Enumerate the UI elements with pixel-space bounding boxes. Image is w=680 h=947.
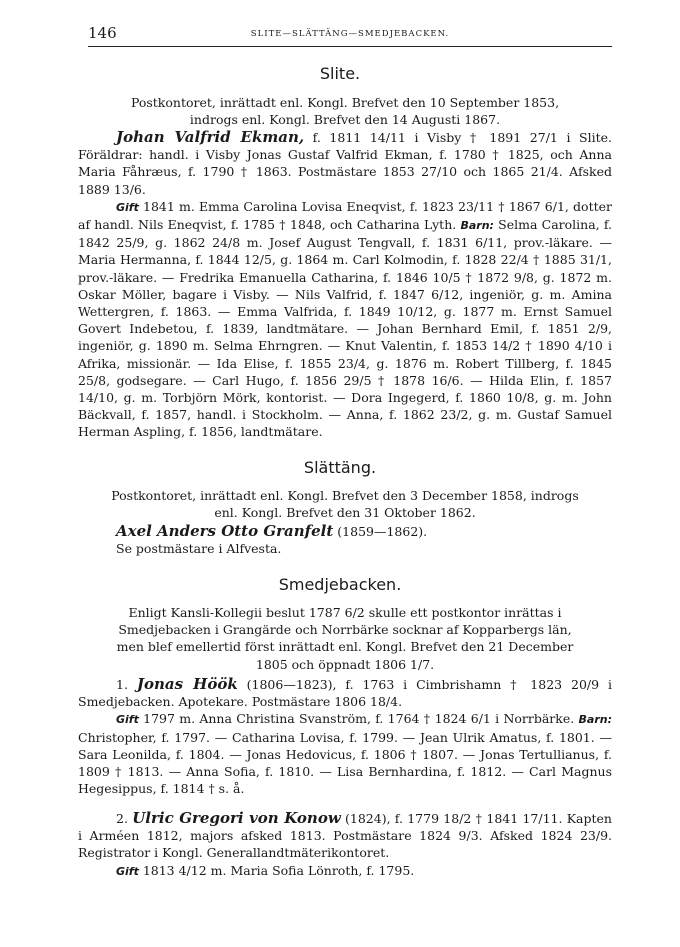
intro-line: Smedjebacken i Grangärde och Norrbärke socknar af Kopparbergs län,	[118, 622, 572, 638]
intro-line: 1805 och öppnadt 1806 1/7.	[255, 656, 435, 672]
barn-text: Christopher, f. 1797. — Catharina Lovisa, f. 1799. — Jean Ulrik Amatus, f. 1801. — Sara Leonilda, f. 1804. — Jonas Hedovicus, f. 1806 † 1807. — Jonas Tertullianus, f. 1809 † 1813. — Anna Sofia, f. 1810. — Lisa Bernhardina, f. 1812. — Carl Magnus Hegesippus, f. 1814 † s. å.	[78, 729, 612, 797]
gift-text: 1813 4/12 m. Maria Sofia Lönroth, f. 1795.	[138, 862, 415, 878]
entry-paragraph	[78, 676, 612, 710]
page-header	[88, 24, 612, 44]
gift-label: Gift	[116, 864, 139, 878]
entry-granfelt	[78, 523, 612, 557]
barn-label: Barn:	[578, 713, 612, 727]
intro-slite	[78, 94, 612, 128]
entry-line: Se postmästare i Alfvesta.	[116, 541, 282, 557]
entry-hook	[78, 676, 612, 797]
entry-text: (1824), f. 1779 18/2 † 1841 17/11. Kapten i Arméen 1812, majors afsked 1813. Postmästare 1824 9/3. Afsked 1824 23/9. Registrator i Kongl. Generallandtmäterikontoret.	[78, 811, 612, 861]
person-name: Johan Valfrid Ekman,	[116, 128, 305, 146]
entry-paragraph	[78, 129, 612, 198]
gift-paragraph	[78, 198, 612, 441]
gift-label: Gift	[116, 200, 139, 214]
intro-line: Enligt Kansli-Kollegii beslut 1787 6/2 skulle ett postkontor inrättas i	[128, 605, 562, 620]
intro-line: men blef emellertid först inrättadt enl. Kongl. Brefvet den 21 December	[116, 639, 574, 655]
intro-line: indrogs enl. Kongl. Brefvet den 14 Augusti 1867.	[189, 112, 501, 128]
entry-von-konow	[78, 810, 612, 880]
gift-text: 1797 m. Anna Christina Svanström, f. 1764 † 1824 6/1 i Norrbärke.	[138, 711, 575, 727]
gift-text: 1841 m. Emma Carolina Lovisa Eneqvist, f. 1823 23/11 † 1867 6/1, dotter af handl. Nils Eneqvist, f. 1785 † 1848, och Catharina Lyth.	[78, 198, 612, 233]
entry-text: (1806—1823), f. 1763 i Cimbrishamn † 1823 20/9 i Smedjebacken. Apotekare. Postmästare 1806 18/4.	[78, 677, 612, 710]
barn-text: Selma Carolina, f. 1842 25/9, g. 1862 24/8 m. Josef August Tengvall, f. 1831 6/11, prov.-läkare. — Maria Hermanna, f. 1844 12/5, g. 1864 m. Carl Kolmodin, f. 1828 22/4 † 1885 31/1, prov.-läkare. — Fredrika Emanuella Catharina, f. 1846 10/5 † 1872 9/8, g. 1872 m. Oskar Möller, bagare i Visby. — Nils Valfrid, f. 1847 6/12, ingeniör, g. m. Amina Wettergren, f. 1863. — Emma Valfrida, f. 1849 10/12, g. 1877 m. Ernst Samuel Govert Indebetou, f. 1839, landtmätare. — Johan Bernhard Emil, f. 1851 2/9, ingeniör, g. 1890 m. Selma Ehrngren. — Knut Valentin, f. 1853 14/2 † 1890 4/10 i Afrika, missionär. — Ida Elise, f. 1855 23/4, g. 1876 m. Robert Tillberg, f. 1845 25/8, godsegare. — Carl Hugo, f. 1856 29/5 † 1878 16/6. — Hilda Elin, f. 1857 14/10, g. m. Torbjörn Mörk, kontorist. — Dora Ingegerd, f. 1860 10/8, g. m. John Bäckvall, f. 1857, handl. i Stockholm. — Anna, f. 1862 23/2, g. m. Gustaf Samuel Herman Aspling, f. 1856, landtmätare.	[78, 217, 613, 440]
entry-text: f. 1811 14/11 i Visby † 1891 27/1 i Slite. Föräldrar: handl. i Visby Jonas Gustaf Valfrid Ekman, f. 1780 † 1825, och Anna Maria Fåhræus, f. 1790 † 1863. Postmästare 1853 27/10 och 1865 21/4. Afsked 1889 13/6.	[78, 130, 613, 197]
page-number: 146	[88, 24, 117, 42]
intro-line: enl. Kongl. Brefvet den 31 Oktober 1862.	[214, 505, 476, 521]
running-title: SLITE—SLÄTTÄNG—SMEDJEBACKEN.	[250, 29, 450, 39]
gift-label: Gift	[116, 713, 139, 727]
intro-smedjebacken	[78, 604, 612, 673]
entry-number: 2.	[116, 811, 128, 826]
gift-paragraph	[78, 710, 612, 797]
entry-paragraph	[78, 523, 612, 540]
entry-number: 1.	[116, 677, 128, 692]
entry-text: (1859—1862).	[333, 524, 428, 539]
intro-line: Postkontoret, inrättadt enl. Kongl. Brefvet den 10 September 1853,	[130, 95, 560, 110]
entry-ekman	[78, 129, 612, 441]
person-name: Axel Anders Otto Granfelt	[116, 522, 334, 540]
person-name: Ulric Gregori von Konow	[132, 809, 341, 827]
heading-slattang: Slättäng.	[303, 458, 377, 477]
intro-line: Postkontoret, inrättadt enl. Kongl. Brefvet den 3 December 1858, indrogs	[111, 488, 579, 503]
intro-slattang	[78, 487, 612, 521]
entry-paragraph	[78, 810, 612, 862]
header-rule	[88, 46, 612, 47]
barn-label: Barn:	[460, 219, 494, 233]
person-name: Jonas Höök	[136, 675, 238, 693]
heading-slite: Slite.	[319, 64, 361, 83]
heading-smedjebacken: Smedjebacken.	[278, 575, 402, 594]
gift-paragraph	[78, 862, 612, 880]
